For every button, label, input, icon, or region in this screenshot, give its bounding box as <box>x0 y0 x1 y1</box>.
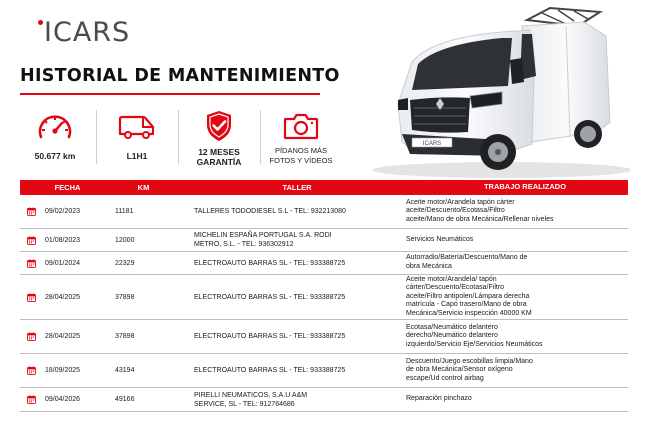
work-line: Reparación pinchazo <box>406 395 472 403</box>
work-line: derecho/Neumático delantero <box>406 332 498 340</box>
van-icon <box>117 110 157 142</box>
shop-line: TALLERES TODODIESEL S.L - TEL: 932213080 <box>194 208 346 215</box>
feature-warranty <box>178 108 260 173</box>
cell-date: 01/08/2023 <box>45 236 81 244</box>
shop-line: ELECTROAUTO BARRAS SL - TEL: 933388725 <box>194 333 346 340</box>
work-line: aceite/Descuento/Ecotasa/Filtro <box>406 207 505 215</box>
cell-work <box>406 276 628 319</box>
feature-photos[interactable] <box>260 108 342 173</box>
camera-icon <box>281 110 321 142</box>
photos-label-line2: FOTOS Y VÍDEOS <box>269 155 333 165</box>
work-line: matrícula - Capó trasero/Mano de obra <box>406 301 527 309</box>
work-line: Aceite motor/Arandela/ tapón <box>406 275 497 283</box>
cell-date: 18/09/2025 <box>45 367 81 374</box>
calendar-icon <box>20 236 42 245</box>
cell-km: 37898 <box>115 293 135 301</box>
calendar-icon <box>20 259 42 268</box>
cell-shop <box>194 366 406 375</box>
work-line: aceite/Mano de obra Mecánica/Rellenar niveles <box>406 215 554 223</box>
cell-work <box>406 395 628 404</box>
cell-shop <box>194 231 406 249</box>
feature-mileage <box>14 108 96 173</box>
shop-line: METRO, S.L. - TEL: 936302912 <box>194 241 294 248</box>
calendar-icon <box>20 332 42 341</box>
warranty-label <box>197 147 242 167</box>
table-row <box>20 354 628 388</box>
shop-line: ELECTROAUTO BARRAS SL - TEL: 933388725 <box>194 259 346 267</box>
cell-date: 28/04/2025 <box>45 333 81 340</box>
warranty-label-line1: 12 MESES <box>198 147 240 157</box>
cell-work <box>406 358 628 384</box>
table-row <box>20 252 628 275</box>
cell-date: 09/04/2026 <box>45 396 81 403</box>
work-line: Ecotasa/Neumático delantero <box>406 323 498 331</box>
cell-km: 49166 <box>115 396 135 403</box>
header-km: KM <box>137 183 150 192</box>
cell-work <box>406 236 628 245</box>
table-row <box>20 195 628 229</box>
cell-date: 28/04/2025 <box>45 293 81 301</box>
speedometer-icon <box>35 110 75 142</box>
cell-work <box>406 254 628 271</box>
work-line: izquierdo/Servicio Eje/Servicios Neumáticos <box>406 340 543 348</box>
brand-logo <box>38 18 130 48</box>
cell-shop <box>194 391 406 409</box>
work-line: escape/Ud control airbag <box>406 374 484 382</box>
table-body <box>20 195 628 412</box>
table-row <box>20 388 628 412</box>
cell-km: 11181 <box>115 208 134 215</box>
calendar-icon <box>20 366 42 375</box>
cell-date: 09/02/2023 <box>45 208 81 215</box>
work-line: de obra Mecánica/Sensor oxígeno <box>406 366 513 374</box>
work-line: cárter/Descuento/Ecotasa/Filtro <box>406 284 505 292</box>
work-line: Servicios Neumáticos <box>406 235 474 243</box>
table-header <box>20 180 628 195</box>
feature-size <box>96 108 178 173</box>
maintenance-table <box>20 180 628 412</box>
warranty-label-line2: GARANTÍA <box>196 157 242 167</box>
cell-date: 09/01/2024 <box>45 259 81 267</box>
cell-work <box>406 324 628 350</box>
work-line: Aceite motor/Arandela tapón cárter <box>406 198 515 206</box>
cell-shop <box>194 293 406 302</box>
shop-line: SERVICE, SL - TEL: 912764686 <box>194 400 295 408</box>
cell-km: 43194 <box>115 367 135 374</box>
shop-line: ELECTROAUTO BARRAS SL - TEL: 933388725 <box>194 367 346 374</box>
shop-line: MICHELIN ESPAÑA PORTUGAL S.A. RODI <box>194 232 332 239</box>
calendar-icon <box>20 293 42 302</box>
plate-text: ICARS <box>422 141 442 147</box>
header-date: FECHA <box>54 183 81 192</box>
table-row <box>20 320 628 354</box>
shop-line: ELECTROAUTO BARRAS SL - TEL: 933388725 <box>194 293 346 301</box>
page-title: HISTORIAL DE MANTENIMIENTO <box>20 66 340 86</box>
header-shop: TALLER <box>282 183 312 192</box>
cell-shop <box>194 332 406 341</box>
cell-km: 22329 <box>115 259 135 267</box>
header-work: TRABAJO REALIZADO <box>483 182 567 192</box>
cell-work <box>406 199 628 225</box>
work-line: Mecánica/Servicio inspección 40000 KM <box>406 309 532 317</box>
mileage-label: 50.677 km <box>34 151 76 161</box>
table-row <box>20 275 628 320</box>
cell-shop <box>194 259 406 268</box>
photos-label <box>270 146 333 165</box>
work-line: obra Mecánica <box>406 263 452 270</box>
van-photo <box>352 4 630 180</box>
logo-dot <box>38 20 43 25</box>
table-row <box>20 229 628 252</box>
cell-km: 12000 <box>115 236 135 244</box>
cell-shop <box>194 207 406 216</box>
work-line: aceite/Filtro antipolen/Lámpara derecha <box>406 292 530 300</box>
logo-text: ICARS <box>44 17 131 48</box>
size-label: L1H1 <box>126 151 148 161</box>
feature-strip <box>14 108 344 173</box>
cell-km: 37898 <box>115 333 135 340</box>
title-underline <box>20 93 320 95</box>
work-line: Autorradio/Batería/Descuento/Mano de <box>406 254 528 262</box>
calendar-icon <box>20 395 42 404</box>
work-line: Descuento/Juego escobillas limpia/Mano <box>406 357 533 365</box>
photos-label-line1: PÍDANOS MÁS <box>274 146 328 155</box>
shop-line: PIRELLI NEUMATICOS, S.A.U A&M <box>194 391 308 399</box>
calendar-icon <box>20 207 42 216</box>
shield-check-icon <box>199 110 239 142</box>
